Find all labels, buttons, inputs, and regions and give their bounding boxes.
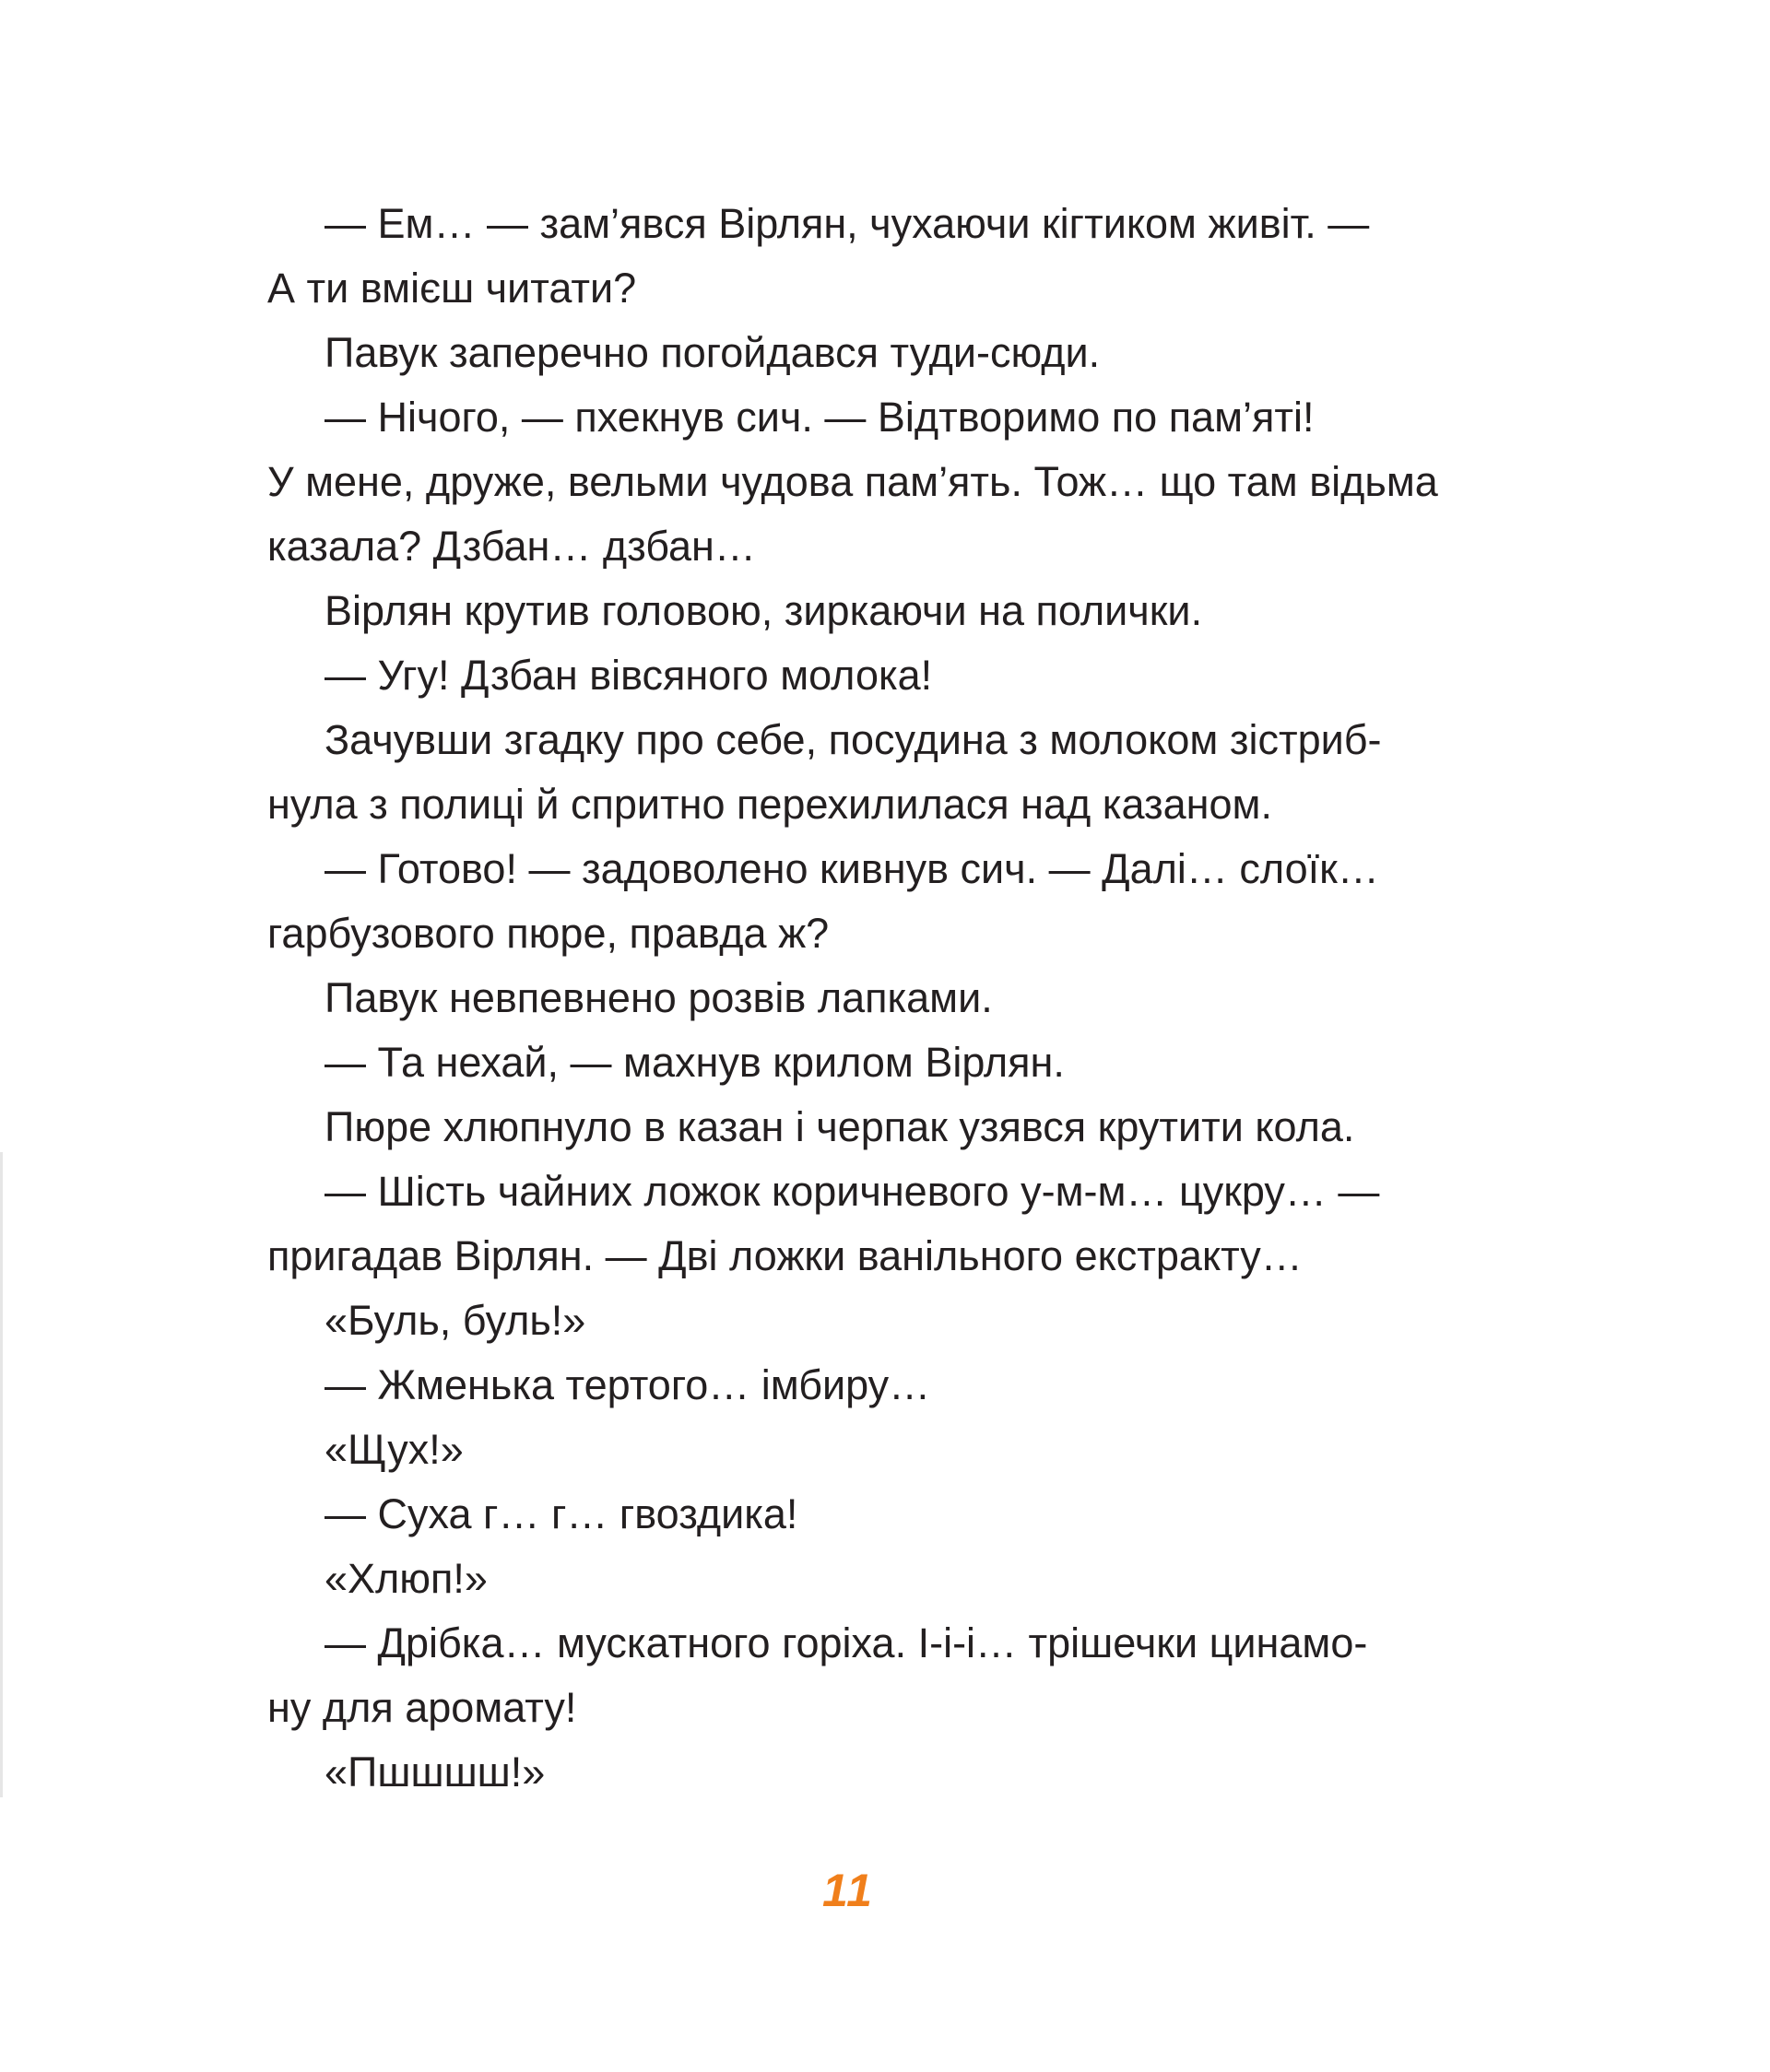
text-line: Пюре хлюпнуло в казан і черпак узявся крутити кола. bbox=[324, 1103, 1355, 1150]
text-line: «Пшшшш!» bbox=[324, 1748, 546, 1795]
text-line: пригадав Вірлян. — Дві ложки ванільного екстракту… bbox=[267, 1232, 1303, 1279]
text-line: — Угу! Дзбан вівсяного молока! bbox=[324, 652, 933, 699]
page-number: 11 bbox=[822, 1865, 874, 1916]
text-line: ну для аромату! bbox=[267, 1684, 577, 1731]
text-line: — Шість чайних ложок коричневого у-м-м… цукру… — bbox=[324, 1168, 1380, 1215]
text-line: нула з полиці й спритно перехилилася над казаном. bbox=[267, 781, 1272, 828]
text-line: «Щух!» bbox=[324, 1426, 464, 1473]
text-line: Зачувши згадку про себе, посудина з молоком зістриб- bbox=[324, 716, 1382, 763]
page-edge-shadow bbox=[0, 1152, 3, 1797]
text-line: — Дрібка… мускатного горіха. І-і-і… трішечки цинамо- bbox=[324, 1619, 1368, 1666]
text-line: — Ем… — зам’явся Вірлян, чухаючи кігтиком живіт. — bbox=[324, 200, 1370, 247]
text-line: — Жменька тертого… імбиру… bbox=[324, 1361, 931, 1408]
text-line: У мене, друже, вельми чудова пам’ять. Тож… що там відьма bbox=[267, 458, 1438, 505]
text-line: казала? Дзбан… дзбан… bbox=[267, 523, 756, 570]
text-line: А ти вмієш читати? bbox=[267, 265, 637, 312]
text-line: гарбузового пюре, правда ж? bbox=[267, 910, 830, 957]
text-line: — Суха г… г… гвоздика! bbox=[324, 1490, 798, 1537]
text-line: — Готово! — задоволено кивнув сич. — Далі… слоїк… bbox=[324, 845, 1379, 892]
text-line: Павук невпевнено розвів лапками. bbox=[324, 974, 993, 1021]
text-line: Вірлян крутив головою, зиркаючи на полички. bbox=[324, 587, 1203, 634]
text-line: — Та нехай, — махнув крилом Вірлян. bbox=[324, 1039, 1065, 1086]
text-line: — Нічого, — пхекнув сич. — Відтворимо по пам’яті! bbox=[324, 394, 1315, 441]
text-line: Павук заперечно погойдався туди-сюди. bbox=[324, 329, 1101, 376]
text-line: «Буль, буль!» bbox=[324, 1297, 586, 1344]
text-line: «Хлюп!» bbox=[324, 1555, 488, 1602]
